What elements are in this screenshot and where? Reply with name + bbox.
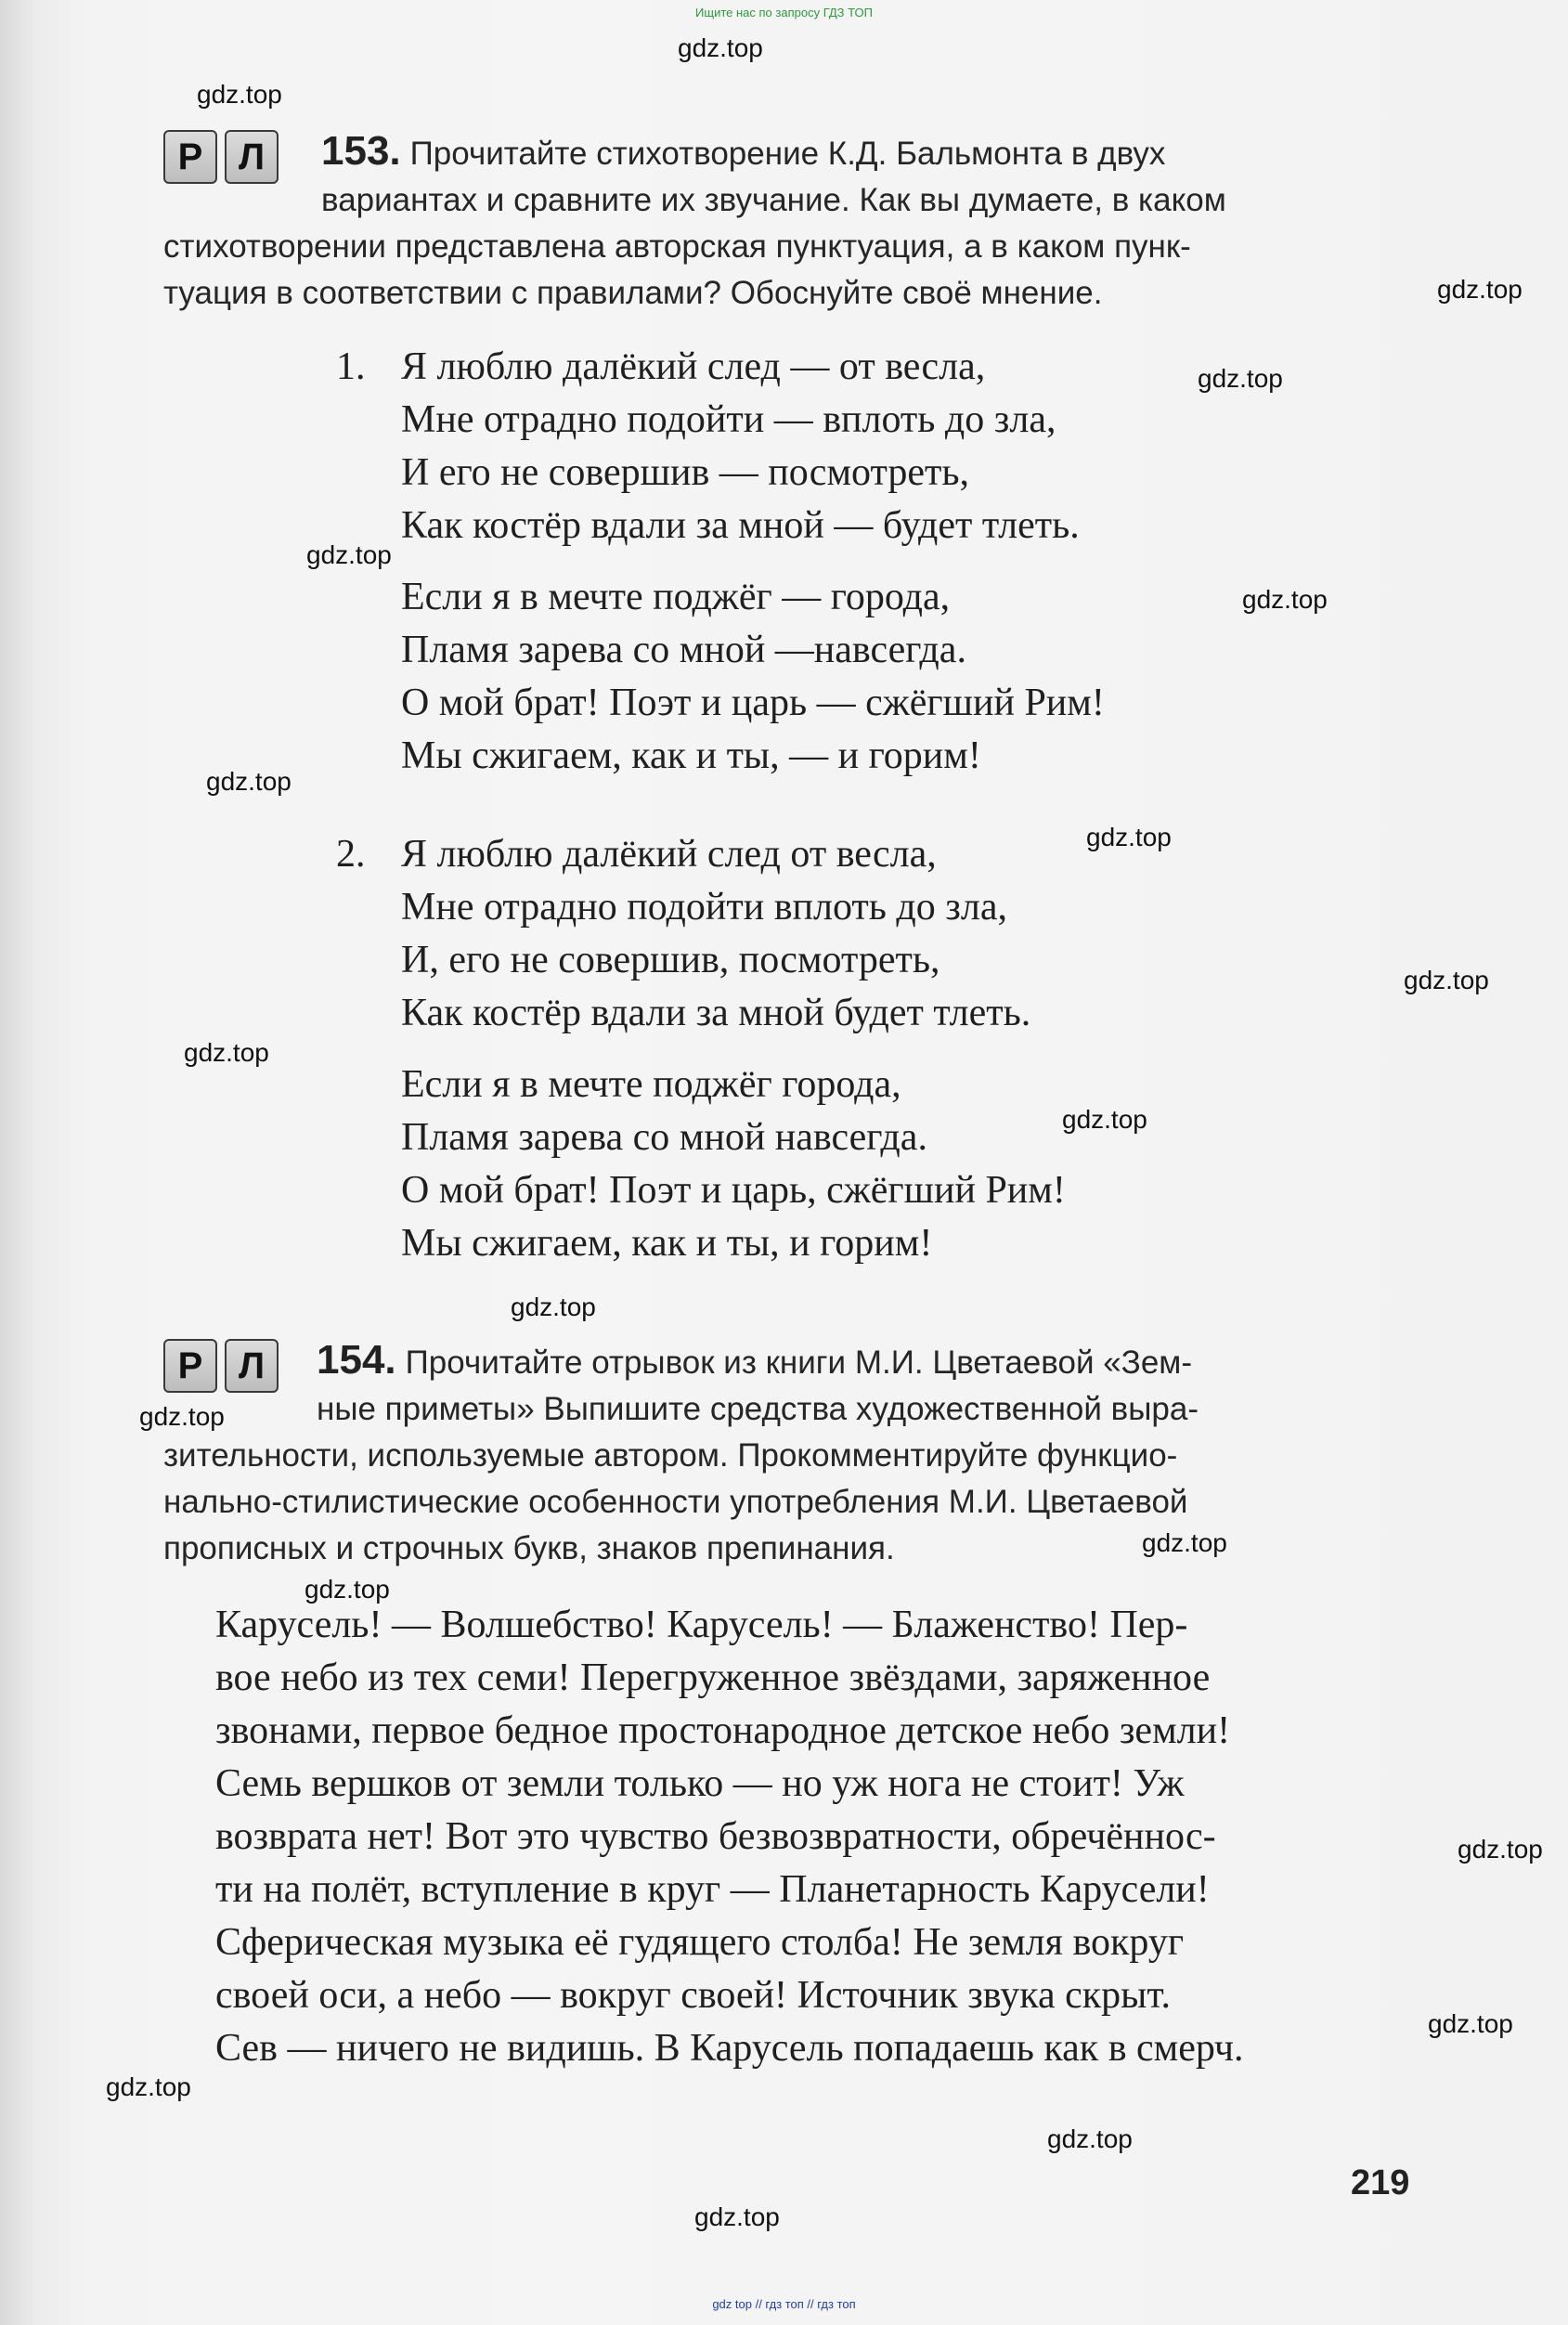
watermark: gdz.top [678,33,763,62]
watermark: gdz.top [1404,966,1489,994]
watermark: gdz.top [106,2072,191,2101]
prose-line: звонами, первое бедное простонародное детское небо земли! [215,1709,1231,1752]
watermark: gdz.top [206,767,292,796]
watermark: gdz.top [1198,364,1283,393]
task-153-line-text: Прочитайте стихотворение К.Д. Бальмонта в двух [409,136,1166,172]
poem-2-line: Как костёр вдали за мной будет тлеть. [401,992,1031,1034]
bottom-banner[interactable]: gdz top // гдз топ // гдз топ [712,2297,856,2311]
watermark: gdz.top [1428,2009,1513,2038]
poem-2-number: 2. [336,833,366,876]
prose-line: Сферическая музыка её гудящего столба! Не земля вокруг [215,1921,1185,1964]
poem-1-line: Пламя зарева со мной —навсегда. [401,629,966,671]
task-153-line: стихотворении представлена авторская пунктуация, а в каком пунк- [163,228,1191,265]
watermark: gdz.top [1062,1105,1147,1134]
task-153-text [163,128,1435,317]
poem-2-line: Пламя зарева со мной навсегда. [401,1116,927,1159]
watermark: gdz.top [1242,585,1328,614]
task-154-line: прописных и строчных букв, знаков препинания. [163,1530,895,1566]
task-154-text [163,1337,1435,1572]
task-154-line: ные приметы» Выпишите средства художественной выра- [317,1391,1199,1427]
watermark: gdz.top [1086,823,1172,851]
task-154-number: 154. [317,1337,396,1383]
prose-line: Сев — ничего не видишь. В Карусель попадаешь как в смерч. [215,2027,1244,2070]
task-153-line [163,128,1435,177]
prose-line: своей оси, а небо — вокруг своей! Источник звука скрыт. [215,1974,1172,2017]
poem-2-line: И, его не совершив, посмотреть, [401,939,940,981]
watermark: gdz.top [306,540,392,569]
task-153-line: туация в соответствии с правилами? Обоснуйте своё мнение. [163,275,1103,311]
watermark: gdz.top [305,1575,390,1604]
poem-1-line: Как костёр вдали за мной — будет тлеть. [401,504,1080,547]
task-154-line: нально-стилистические особенности употребления М.И. Цветаевой [163,1484,1188,1520]
poem-2-line: О мой брат! Поэт и царь, сжёгший Рим! [401,1169,1066,1212]
prose-line: Карусель! — Волшебство! Карусель! — Блаженство! Пер- [215,1604,1188,1646]
watermark: gdz.top [184,1038,269,1067]
task-154-line [163,1337,1435,1386]
poem-1-line: О мой брат! Поэт и царь — сжёгший Рим! [401,682,1105,724]
task-154-line: зительности, используемые автором. Прокомментируйте функцио- [163,1437,1178,1474]
watermark: gdz.top [1047,2124,1133,2153]
badge-l: Л [225,130,279,184]
watermark: gdz.top [139,1402,225,1431]
watermark: gdz.top [197,80,282,109]
page-number: 219 [1351,2163,1410,2202]
badge-r: Р [163,130,217,184]
poem-1-number: 1. [336,345,366,388]
watermark: gdz.top [511,1292,596,1321]
top-banner[interactable]: Ищите нас по запросу ГДЗ ТОП [695,6,873,19]
poem-1-line: Мы сжигаем, как и ты, — и горим! [401,734,981,777]
watermark: gdz.top [694,2202,780,2231]
poem-1-line: Мне отрадно подойти — вплоть до зла, [401,398,1056,441]
task-153-number: 153. [321,128,401,174]
watermark: gdz.top [1142,1528,1227,1557]
poem-2-line: Мы сжигаем, как и ты, и горим! [401,1222,933,1265]
task-154-line-text: Прочитайте отрывок из книги М.И. Цветаевой «Зем- [405,1344,1193,1381]
task-153-line: вариантах и сравните их звучание. Как вы думаете, в каком [321,182,1226,218]
prose-line: возврата нет! Вот это чувство безвозвратности, обречённос- [215,1815,1216,1858]
poem-1-line: И его не совершив — посмотреть, [401,451,969,494]
prose-line: Семь вершков от земли только — но уж нога не стоит! Уж [215,1762,1185,1805]
badge-r: Р [163,1339,217,1393]
poem-2-line: Если я в мечте поджёг города, [401,1063,901,1106]
poem-2-line: Мне отрадно подойти вплоть до зла, [401,886,1007,929]
poem-2-line: Я люблю далёкий след от весла, [401,833,937,876]
poem-1-line: Я люблю далёкий след — от весла, [401,345,986,388]
watermark: gdz.top [1458,1835,1543,1864]
prose-line: ти на полёт, вступление в круг — Планетарность Карусели! [215,1868,1210,1911]
poem-1-line: Если я в мечте поджёг — города, [401,576,951,618]
watermark: gdz.top [1437,275,1523,304]
badge-l: Л [225,1339,279,1393]
prose-line: вое небо из тех семи! Перегруженное звёздами, заряженное [215,1656,1211,1699]
